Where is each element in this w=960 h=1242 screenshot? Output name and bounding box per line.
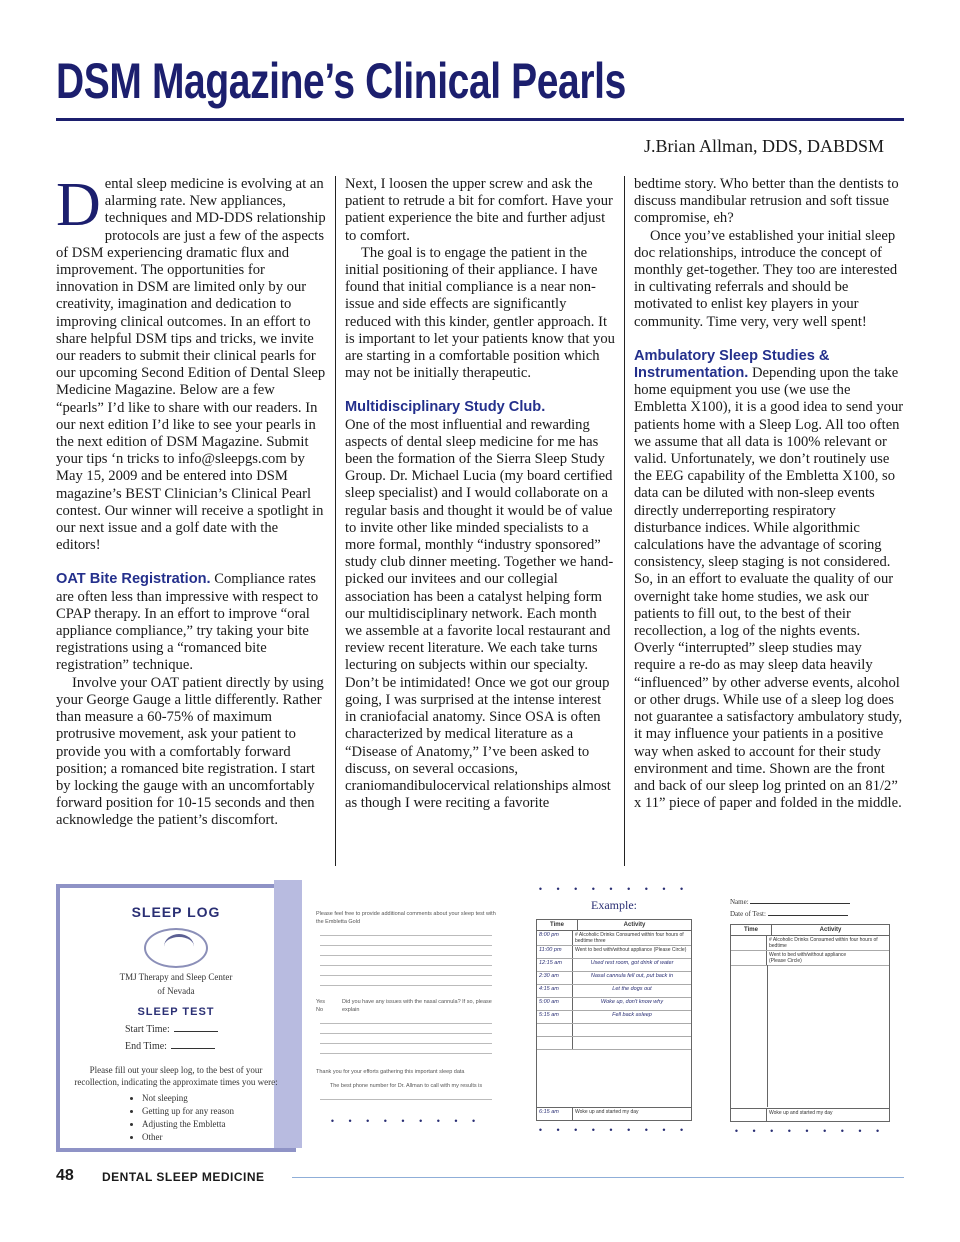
section-heading-oat: OAT Bite Registration. — [56, 571, 211, 588]
title-rule — [56, 118, 904, 121]
page-footer — [56, 1167, 904, 1187]
write-line — [320, 985, 492, 986]
start-time-field: Start Time: — [125, 1024, 282, 1035]
page-title: DSM Magazine’s Clinical Pearls — [56, 53, 626, 109]
list-item: • Not sleeping — [142, 1092, 282, 1105]
phone-prompt: The best phone number for Dr. Allman to call with my results is — [329, 1083, 483, 1089]
table-row: 8:00 pm # Alcoholic Drinks Consumed within four hours of bedtime three — [537, 931, 691, 946]
table-row: 12:15 am Used rest room, got drink of water — [537, 959, 691, 972]
clinic-name: TMJ Therapy and Sleep Center — [119, 972, 233, 982]
clinic-logo-icon — [144, 928, 208, 968]
table-row: 6:15 am Woke up and started my day — [537, 1107, 691, 1120]
name-field: Name: — [730, 898, 890, 906]
paragraph: bedtime story. Who better than the dentists to discuss mandibular retrusion and soft tissue compromise, eh? — [634, 176, 899, 227]
clinic-location: of Nevada — [157, 986, 195, 996]
column-2 — [336, 176, 625, 866]
list-item: • Getting up for any reason — [142, 1105, 282, 1118]
example-log-table — [536, 919, 692, 1121]
author-byline: J.Brian Allman, DDS, DABDSM — [643, 136, 884, 156]
decorative-dots: • • • • • • • • • — [330, 1116, 482, 1126]
write-line — [320, 1043, 492, 1044]
sleep-log-title: SLEEP LOG — [131, 904, 221, 920]
write-line — [320, 965, 492, 966]
activity-column-header: Activity — [623, 922, 646, 928]
column-divider — [767, 965, 768, 1107]
column-1 — [56, 176, 336, 866]
table-row: 4:15 am Let the dogs out — [537, 985, 691, 998]
page-number: 48 — [56, 1167, 74, 1184]
table-row: 5:15 am Fell back asleep — [537, 1011, 691, 1024]
magazine-name: DENTAL SLEEP MEDICINE — [102, 1170, 265, 1184]
write-line — [320, 935, 492, 936]
table-row: 5:00 am Woke up, don't know why — [537, 998, 691, 1011]
drop-cap: D — [56, 176, 101, 239]
write-line — [320, 1023, 492, 1024]
table-row: Woke up and started my day — [731, 1108, 889, 1121]
table-header — [731, 925, 889, 936]
table-row: 11:00 pm Went to bed with/without appliance (Please Circle) — [537, 946, 691, 959]
time-column-header: Time — [537, 920, 578, 930]
yes-no-label: Yes No — [316, 999, 325, 1013]
paragraph: Involve your OAT patient directly by using your George Gauge a little differently. Rather than measure a 60-75% of maximum protrusive movement, ask your patient to provide you with a comfortably forward position; a romanced bite registration. I start by locking the gauge with an uncomfortably forward position for 10-15 seconds and then acknowledge the patient’s discomfort. — [56, 674, 324, 829]
sleep-test-heading: SLEEP TEST — [137, 1006, 215, 1018]
write-line — [320, 975, 492, 976]
end-time-field: End Time: — [125, 1041, 282, 1052]
paragraph: The goal is to engage the patient in the initial positioning of their appliance. I have found that initial compliance is a near non-issue and side effects are significantly reduced with this kinder, gentler approach. It is important to let your patients know that you are starting in a comfortable position which may not be initially therapeutic. — [345, 244, 615, 382]
intro-paragraph: Dental sleep medicine is evolving at an alarming rate. New appliances, techniques and MD-DDS relationship protocols are just a few of the aspects of DSM experiencing dramatic flux and improvement. The opportunities for innovation in DSM are limited only by our creativity, imagination and dedication to improving clinical outcomes. In an effort to share helpful DSM tips and tricks, we invite our readers to submit their clinical pearls for our upcoming Second Edition of Dental Sleep Medicine Magazine. Below are a few “pearls” I’d like to share with our readers. In our next edition I’d like to see your pearls in the next edition of DSM Magazine. Submit your tips ‘n tricks to info@sleepgs.com by May 15, 2009 and be entered into DSM magazine’s BEST Clinician’s Clinical Pearl contest. Our winner will receive a spotlight in our next issue and a golf date with the editors! — [56, 176, 326, 554]
table-row: Went to bed with/without appliance (Please Circle) — [731, 951, 889, 966]
activity-column-header: Activity — [819, 927, 842, 933]
decorative-dots: • • • • • • • • • — [734, 1126, 886, 1136]
write-line — [320, 1033, 492, 1034]
date-field: Date of Test: — [730, 910, 890, 918]
decorative-dots: • • • • • • • • • — [538, 884, 690, 894]
section-ambulatory: Ambulatory Sleep Studies & Instrumentation. Depending upon the take home equipment you use (we use the Embletta X100), it is a good idea to send your patients home with a Sleep Log. All too often we assume that all data is 100% relevant or valid. Unfortunately, we don’t routinely use the EEG capability of the Embletta X100, so data can be diluted with non-sleep events directly underreporting respiratory disturbance indices. While algorithmic calculations have the advantage of scoring consistency, sleep staging is not considered. So, in an effort to evaluate the quality of our overnight take home studies, we ask our patients to fill out, to the best of their recollection, a log of the nights events. Overly “interrupted” sleep studies may require a re-do as may sleep data heavily “influenced” by other adverse events, alcohol or other drugs. While use of a sleep log does not guarantee a satisfactory ambulatory study, it may influence your patients in a positive way when asked to account for their study environment and time. Shown are the front and back of our sleep log printed on an 81/2” x 11” piece of paper and folded in the middle. — [634, 347, 904, 812]
table-row — [537, 1037, 691, 1050]
write-line — [320, 945, 492, 946]
section-heading-study-club: Multidisciplinary Study Club. — [345, 399, 546, 416]
table-row: 2:30 am Nasal cannula fell out, put back in — [537, 972, 691, 985]
blank-sleep-log — [730, 884, 890, 1144]
write-line — [320, 955, 492, 956]
decorative-dots: • • • • • • • • • — [538, 1125, 690, 1135]
comment-prompt: Please feel free to provide additional comments about your sleep test with the Embletta Gold — [316, 911, 496, 925]
list-item: • Other — [142, 1131, 282, 1144]
list-item: • Adjusting the Embletta — [142, 1118, 282, 1131]
sleep-log-comments — [316, 884, 496, 1134]
paragraph: One of the most influential and rewarding aspects of dental sleep medicine for me has been the formation of the Sierra Sleep Study Group. Dr. Michael Lucia (my board certified sleep specialist) and I would collaborate on a regular basis and thought it would be of value to invite other like minded specialists to a more formal, monthly “industry sponsored” study club dinner meeting. Together we hand-picked our invitees and our collegial association has been a catalyst helping form our multidisciplinary network. Each month we assemble at a favorite local restaurant and review recent literature. We each take turns lecturing on subjects within our specialty. Don’t be intimidated! Once we got our group going, I was surprised at the intense interest in craniofacial anatomy. Since OSA is often characterized by medical literature as a “Disease of Anatomy,” I’ve been asked to discuss, on several occasions, craniomandibulocervical relationships almost as though I were reciting a favorite — [345, 416, 614, 812]
footer-rule — [292, 1177, 904, 1178]
thanks-note: Thank you for your efforts gathering this important sleep data — [316, 1069, 465, 1075]
write-line — [320, 1053, 492, 1054]
time-column-header: Time — [731, 925, 772, 935]
nasal-question: Did you have any issues with the nasal cannula? If so, please explain — [342, 999, 492, 1013]
sleep-log-items — [142, 1092, 282, 1144]
blank-log-table — [730, 924, 890, 1122]
sleep-log-cover — [56, 884, 296, 1152]
table-row: # Alcoholic Drinks Consumed within four hours of bedtime — [731, 936, 889, 951]
paragraph: Next, I loosen the upper screw and ask the patient to retrude a bit for comfort. Have your patient experience the bite and further adjust to comfort. — [345, 176, 613, 244]
sleep-log-instructions: Please fill out your sleep log, to the best of your recollection, indicating the approximate times you were: — [74, 1065, 278, 1087]
table-row — [537, 1024, 691, 1037]
example-sleep-log — [536, 884, 692, 1144]
write-line — [320, 1099, 492, 1100]
example-title: Example: — [591, 898, 637, 912]
section-heading-ambulatory: Ambulatory Sleep Studies & Instrumentation. — [634, 347, 830, 382]
column-3 — [625, 176, 904, 866]
table-header — [537, 920, 691, 931]
paragraph: Once you’ve established your initial sleep doc relationships, introduce the concept of monthly get-together. They too are interested in cultivating referrals and should be motivated to enlist key players in your community. Time very, very well spent! — [634, 227, 898, 330]
section-oat: OAT Bite Registration. Compliance rates are often less than impressive with respect to CPAP therapy. In an effort to improve “oral appliance compliance,” try taking your bite registrations using a “romanced bite registration” technique. — [56, 571, 319, 674]
article-columns — [56, 176, 904, 866]
